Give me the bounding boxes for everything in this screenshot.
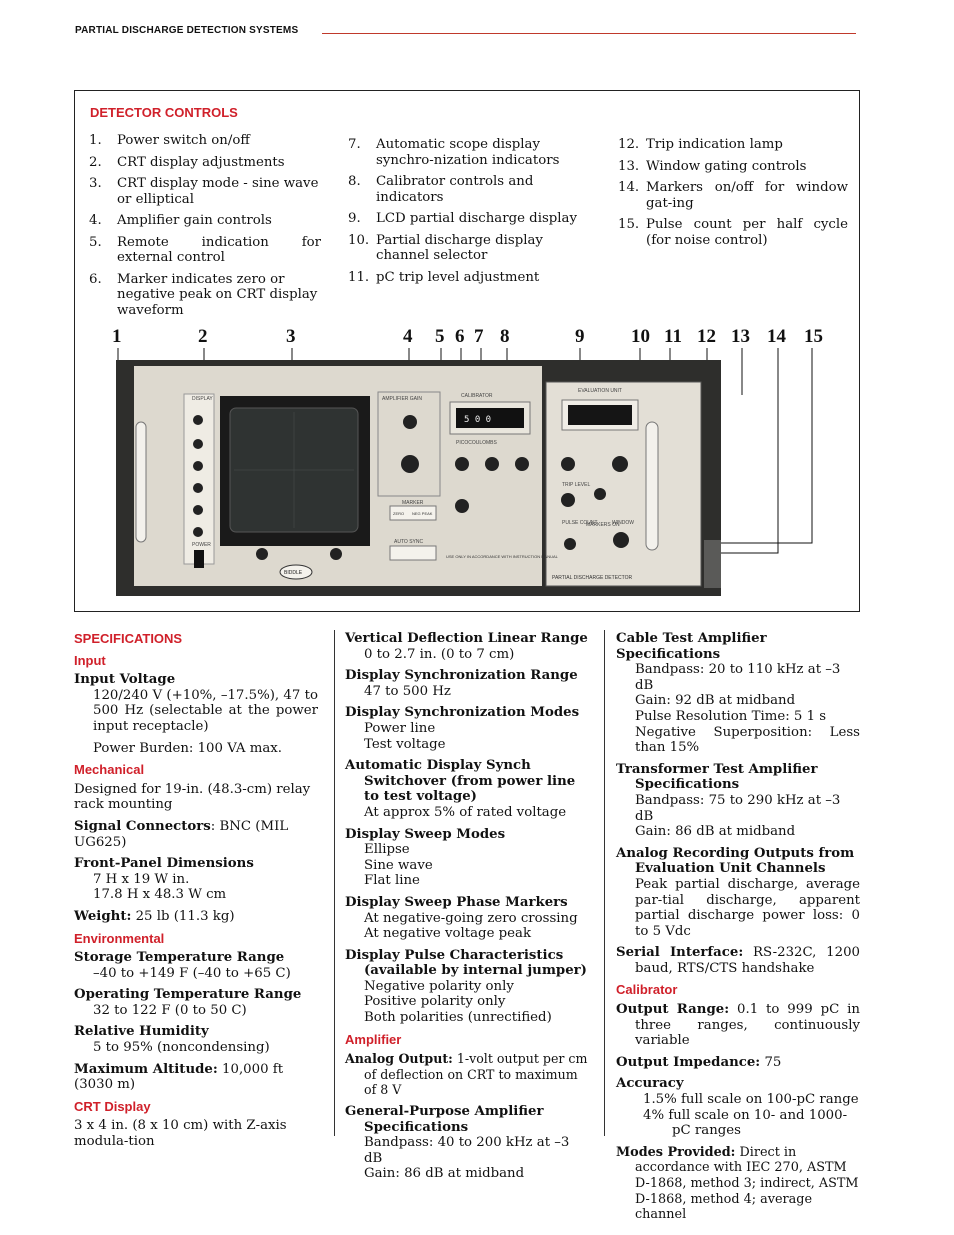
spec-value: 10,000 ft (3030 m) <box>74 1061 284 1093</box>
callout-14: 14 <box>767 326 786 347</box>
spec-value: Designed for 19-in. (48.3-cm) relay rack mounting <box>74 781 311 813</box>
spec-value: 4% full scale on 10- and 1000-pC ranges <box>643 1107 848 1139</box>
spec-value: 75 <box>760 1054 782 1070</box>
callout-11: 11 <box>664 326 682 347</box>
amplifier-label: AMPLIFIER GAIN <box>382 396 423 402</box>
spec-value: 3 x 4 in. (8 x 10 cm) with Z-axis modula-tion <box>74 1118 287 1150</box>
control-item: 12. Trip indication lamp <box>618 137 783 152</box>
spec-value: 0.1 to 999 pC in three ranges, continuously variable <box>635 1002 860 1049</box>
spec-label: General-Purpose Amplifier Specifications <box>345 1104 544 1135</box>
spec-value: 5 to 95% (noncondensing) <box>93 1040 270 1056</box>
spec-value: 17.8 H x 48.3 W cm <box>93 887 227 903</box>
spec-label: Input Voltage <box>74 672 176 688</box>
control-item: 15. Pulse count per half cycle (for noise control) <box>618 217 848 248</box>
control-item: 7. Automatic scope display synchro-nization indicators <box>348 137 560 168</box>
spec-value: 25 lb (11.3 kg) <box>131 908 235 924</box>
calibrator-digits: 5 0 0 <box>464 415 492 425</box>
spec-label: Front-Panel Dimensions <box>74 856 254 872</box>
callout-7: 7 <box>474 326 484 347</box>
callout-8: 8 <box>500 326 510 347</box>
callout-13: 13 <box>731 326 750 347</box>
spec-label: Display Pulse Characteristics (available by internal jumper) <box>345 947 587 979</box>
callout-5: 5 <box>435 326 445 347</box>
spec-value: 47 to 500 Hz <box>364 683 451 699</box>
spec-value: At negative voltage peak <box>364 926 532 942</box>
spec-value: Power Burden: 100 VA max. <box>93 740 282 756</box>
calibrator-label: CALIBRATOR <box>461 393 493 399</box>
spec-value: Negative polarity only <box>364 978 514 994</box>
autosync-label: AUTO SYNC <box>394 539 424 545</box>
control-item: 4. Amplifier gain controls <box>89 213 272 228</box>
marker-label: MARKER <box>402 500 424 506</box>
spec-label: Operating Temperature Range <box>74 987 302 1003</box>
sweep-knob <box>256 548 268 560</box>
spec-value: Negative Superposition: Less than 15% <box>635 724 860 756</box>
control-item: 14. Markers on/off for window gat-ing <box>618 180 848 211</box>
spec-value: Gain: 86 dB at midband <box>635 824 796 840</box>
picocoulombs-label: PICOCOULOMBS <box>456 440 497 446</box>
spec-value: Bandpass: 75 to 290 kHz at –3 dB <box>635 792 841 824</box>
spec-value: Bandpass: 40 to 200 kHz at –3 dB <box>364 1135 570 1166</box>
spec-value: 1-volt output per cm of deflection on CRT to maximum of 8 V <box>364 1051 588 1098</box>
spec-value: Positive polarity only <box>364 994 506 1010</box>
gain-knob <box>403 415 417 429</box>
spec-label: Maximum Altitude: <box>74 1061 218 1077</box>
marker-zero: ZERO <box>393 511 405 516</box>
control-item: 9. LCD partial discharge display <box>348 211 577 226</box>
spec-value: At negative-going zero crossing <box>364 910 578 926</box>
section-amplifier: Amplifier <box>345 1031 402 1047</box>
specifications-title: SPECIFICATIONS <box>74 631 183 646</box>
warning-text: USE ONLY IN ACCORDANCE WITH INSTRUCTION MANUAL <box>446 554 558 559</box>
section-environmental: Environmental <box>74 930 165 946</box>
lcd-display <box>568 405 632 425</box>
callout-4: 4 <box>403 326 413 347</box>
callout-3: 3 <box>286 326 296 347</box>
biddle-logo-text: BIDDLE <box>284 570 303 576</box>
spec-value: Both polarities (unrectified) <box>364 1010 552 1026</box>
spec-label: Display Synchronization Modes <box>345 705 580 721</box>
spec-label: Modes Provided: <box>616 1144 736 1160</box>
spec-value: : BNC (MIL UG625) <box>74 818 289 850</box>
callout-6: 6 <box>455 326 465 347</box>
spec-label: Display Synchronization Range <box>345 668 578 684</box>
spec-label: Serial Interface: <box>616 945 744 961</box>
power-label: POWER <box>192 542 211 548</box>
spec-value: –40 to +149 F (–40 to +65 C) <box>93 965 291 981</box>
control-item: 6. Marker indicates zero or negative peak on CRT display waveform <box>89 271 318 318</box>
spec-value: Flat line <box>364 873 420 889</box>
panel-footer-label: PARTIAL DISCHARGE DETECTOR <box>552 575 633 581</box>
spec-value: 7 H x 19 W in. <box>93 871 190 887</box>
spec-value: Gain: 92 dB at midband <box>635 693 796 709</box>
specs-column-1 <box>74 631 318 1156</box>
multiplier-knob <box>401 455 419 473</box>
spec-label: Relative Humidity <box>74 1024 209 1040</box>
control-item: 5. Remote indication for external control <box>89 234 321 265</box>
detector-controls-title: DETECTOR CONTROLS <box>90 105 238 120</box>
running-header: PARTIAL DISCHARGE DETECTION SYSTEMS <box>75 25 299 36</box>
left-handle <box>136 422 146 542</box>
spec-value: Gain: 86 dB at midband <box>364 1166 525 1182</box>
control-item: 13. Window gating controls <box>618 158 807 174</box>
control-item: 1. Power switch on/off <box>89 133 250 148</box>
specs-column-2 <box>345 631 591 1188</box>
spec-label: Weight: <box>74 908 132 924</box>
spec-value: Sine wave <box>364 857 433 873</box>
column-rule <box>604 630 605 1136</box>
spec-value: 1.5% full scale on 100-pC range <box>643 1092 859 1108</box>
spec-label: Automatic Display Synch Switchover (from power line to test voltage) <box>345 758 576 805</box>
callout-10: 10 <box>631 326 650 347</box>
spec-label: Signal Connectors <box>74 818 211 834</box>
spec-value: 32 to 122 F (0 to 50 C) <box>93 1002 247 1018</box>
spec-value: At approx 5% of rated voltage <box>364 804 567 820</box>
column-rule <box>334 630 335 1136</box>
spec-label: Storage Temperature Range <box>74 950 285 966</box>
control-item: 10. Partial discharge display channel selector <box>348 232 543 263</box>
spec-label: Transformer Test Amplifier Specifications <box>616 761 818 793</box>
marker-neg-peak: NEG PEAK <box>412 511 433 516</box>
pulse-count-label: PULSE COUNT <box>562 520 598 526</box>
spec-label: Cable Test Amplifier Specifications <box>616 631 767 662</box>
spec-label: Analog Output: <box>345 1051 453 1067</box>
section-crt-display: CRT Display <box>74 1098 151 1114</box>
callout-2: 2 <box>198 326 208 347</box>
spec-label: Vertical Deflection Linear Range <box>345 631 588 646</box>
right-handle <box>646 422 658 550</box>
specs-column-3 <box>616 631 860 1229</box>
window-label: WINDOW <box>612 520 634 526</box>
markers-on-label: MARKERS ON <box>586 522 620 528</box>
spec-value: Direct in accordance with IEC 270, ASTM D-1868, method 3; indirect, ASTM D-1868, method 4; average channel <box>635 1144 859 1223</box>
section-input: Input <box>74 652 106 668</box>
section-calibrator: Calibrator <box>616 982 678 998</box>
display-label: DISPLAY <box>192 396 213 402</box>
power-switch <box>194 550 204 568</box>
spec-value: 0 to 2.7 in. (0 to 7 cm) <box>364 646 515 662</box>
evaluation-label: EVALUATION UNIT <box>578 388 622 394</box>
spec-label: Analog Recording Outputs from Evaluation Unit Channels <box>616 845 855 877</box>
autosync-indicators <box>390 546 436 560</box>
control-item: 8. Calibrator controls and indicators <box>348 174 534 205</box>
spec-value: Power line <box>364 720 436 736</box>
control-item: 11. pC trip level adjustment <box>348 269 540 285</box>
spec-label: Display Sweep Modes <box>345 826 506 842</box>
spec-value: 120/240 V (+10%, –17.5%), 47 to 500 Hz (selectable at the power input receptacle) <box>93 687 318 734</box>
rear-chassis <box>704 540 721 588</box>
spec-value: Pulse Resolution Time: 5 1 s <box>635 708 827 724</box>
spec-label: Display Sweep Phase Markers <box>345 894 568 910</box>
spec-label: Output Impedance: <box>616 1054 761 1070</box>
detector-panel-illustration <box>116 360 721 596</box>
spec-label: Output Range: <box>616 1002 730 1018</box>
callout-1: 1 <box>112 326 122 347</box>
callout-15: 15 <box>804 326 823 347</box>
callout-9: 9 <box>575 326 585 347</box>
spec-label: Accuracy <box>616 1076 684 1092</box>
spec-value: Test voltage <box>364 736 446 752</box>
control-item: 2. CRT display adjustments <box>89 154 285 170</box>
spec-value: Ellipse <box>364 842 410 858</box>
callout-12: 12 <box>697 326 716 347</box>
spec-value: Bandpass: 20 to 110 kHz at –3 dB <box>635 662 841 693</box>
section-mechanical: Mechanical <box>74 762 145 778</box>
control-item: 3. CRT display mode - sine wave or elliptical <box>89 176 319 207</box>
mode-knob <box>330 548 342 560</box>
spec-value: Peak partial discharge, average par-tial discharge, apparent partial discharge power loss: 0 to 5 Vdc <box>635 876 860 939</box>
spec-value: RS-232C, 1200 baud, RTS/CTS handshake <box>635 945 861 976</box>
trip-level-label: TRIP LEVEL <box>562 482 591 488</box>
